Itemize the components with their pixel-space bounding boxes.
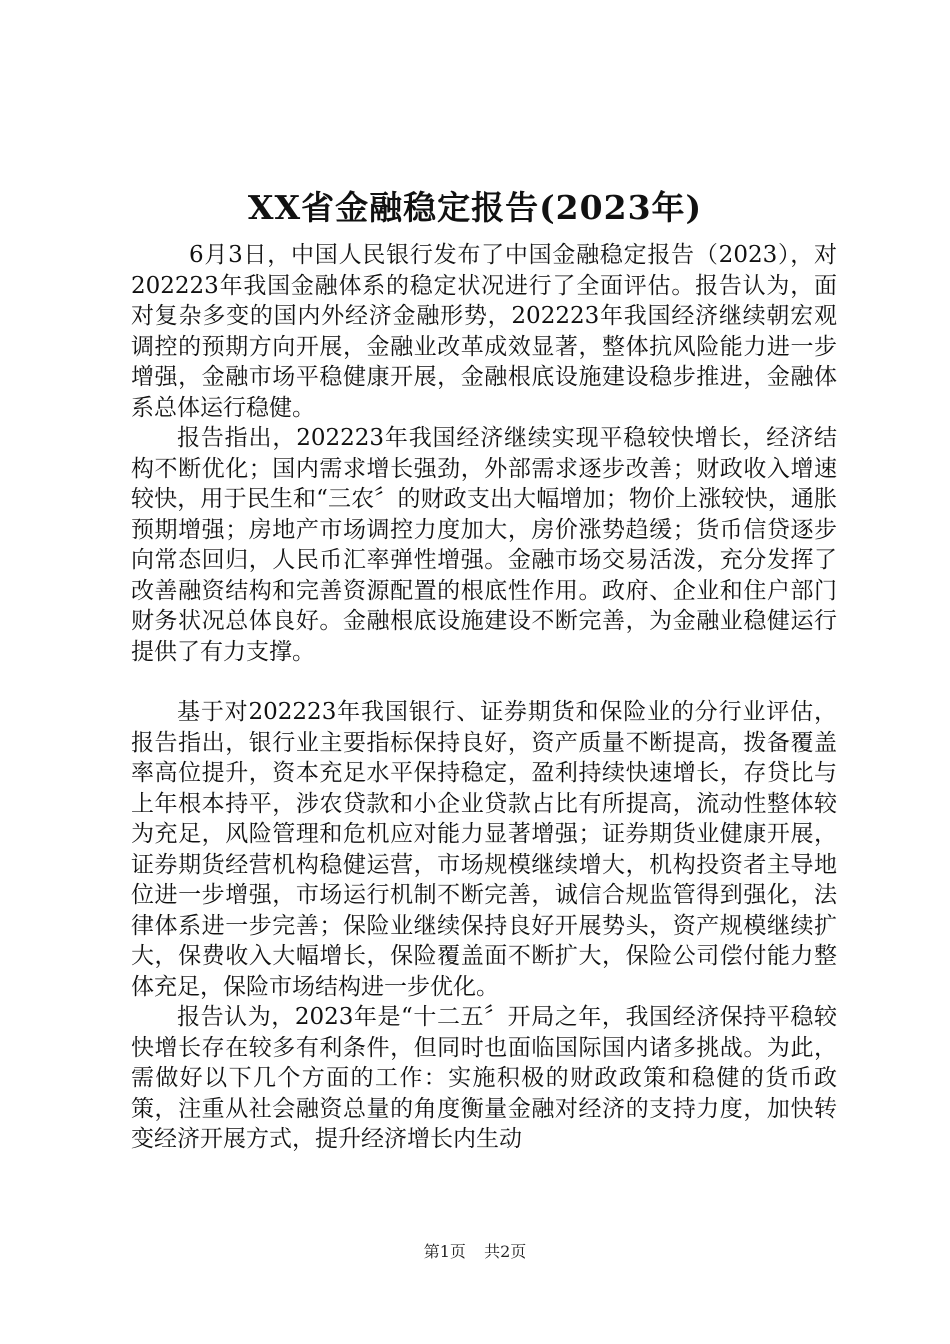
paragraph-3: 基于对202223年我国银行、证券期货和保险业的分行业评估，报告指出，银行业主要指标保持良好，资产质量不断提高，拨备覆盖率高位提升，资本充足水平保持稳定，盈利持续快速增长，存贷比与上年根本持平，涉农贷款和小企业贷款占比有所提高，流动性整体较为充足，风险管理和危机应对能力显著增强；证券期货业健康开展，证券期货经营机构稳健运营，市场规模继续增大，机构投资者主导地位进一步增强，市场运行机制不断完善，诚信合规监管得到强化，法律体系进一步完善；保险业继续保持良好开展势头，资产规模继续扩大，保费收入大幅增长，保险覆盖面不断扩大，保险公司偿付能力整体充足，保险市场结构进一步优化。	[131, 699, 837, 1000]
page-number-total: 共2页	[484, 1242, 527, 1261]
paragraph-1: 6月3日，中国人民银行发布了中国金融稳定报告（2023），对202223年我国金融体系的稳定状况进行了全面评估。报告认为，面对复杂多变的国内外经济金融形势，202223年我国经济继续朝宏观调控的预期方向开展，金融业改革成效显著，整体抗风险能力进一步增强，金融市场平稳健康开展，金融根底设施建设稳步推进，金融体系总体运行稳健。	[131, 242, 837, 421]
paragraph-4: 报告认为，2023年是“十二五〞开局之年，我国经济保持平稳较快增长存在较多有利条件，但同时也面临国际国内诸多挑战。为此，需做好以下几个方面的工作：实施积极的财政政策和稳健的货币政策，注重从社会融资总量的角度衡量金融对经济的支持力度，加快转变经济开展方式，提升经济增长内生动	[131, 1004, 837, 1152]
page-footer	[0, 1241, 950, 1263]
document-body	[131, 240, 837, 1155]
page-number-current: 第1页	[423, 1242, 466, 1261]
document-title: XX省金融稳定报告(2023年)	[247, 188, 703, 227]
paragraph-2: 报告指出，202223年我国经济继续实现平稳较快增长，经济结构不断优化；国内需求增长强劲，外部需求逐步改善；财政收入增速较快，用于民生和“三农〞的财政支出大幅增加；物价上涨较快，通胀预期增强；房地产市场调控力度加大，房价涨势趋缓；货币信贷逐步向常态回归，人民币汇率弹性增强。金融市场交易活泼，充分发挥了改善融资结构和完善资源配置的根底性作用。政府、企业和住户部门财务状况总体良好。金融根底设施建设不断完善，为金融业稳健运行提供了有力支撑。	[131, 425, 837, 665]
